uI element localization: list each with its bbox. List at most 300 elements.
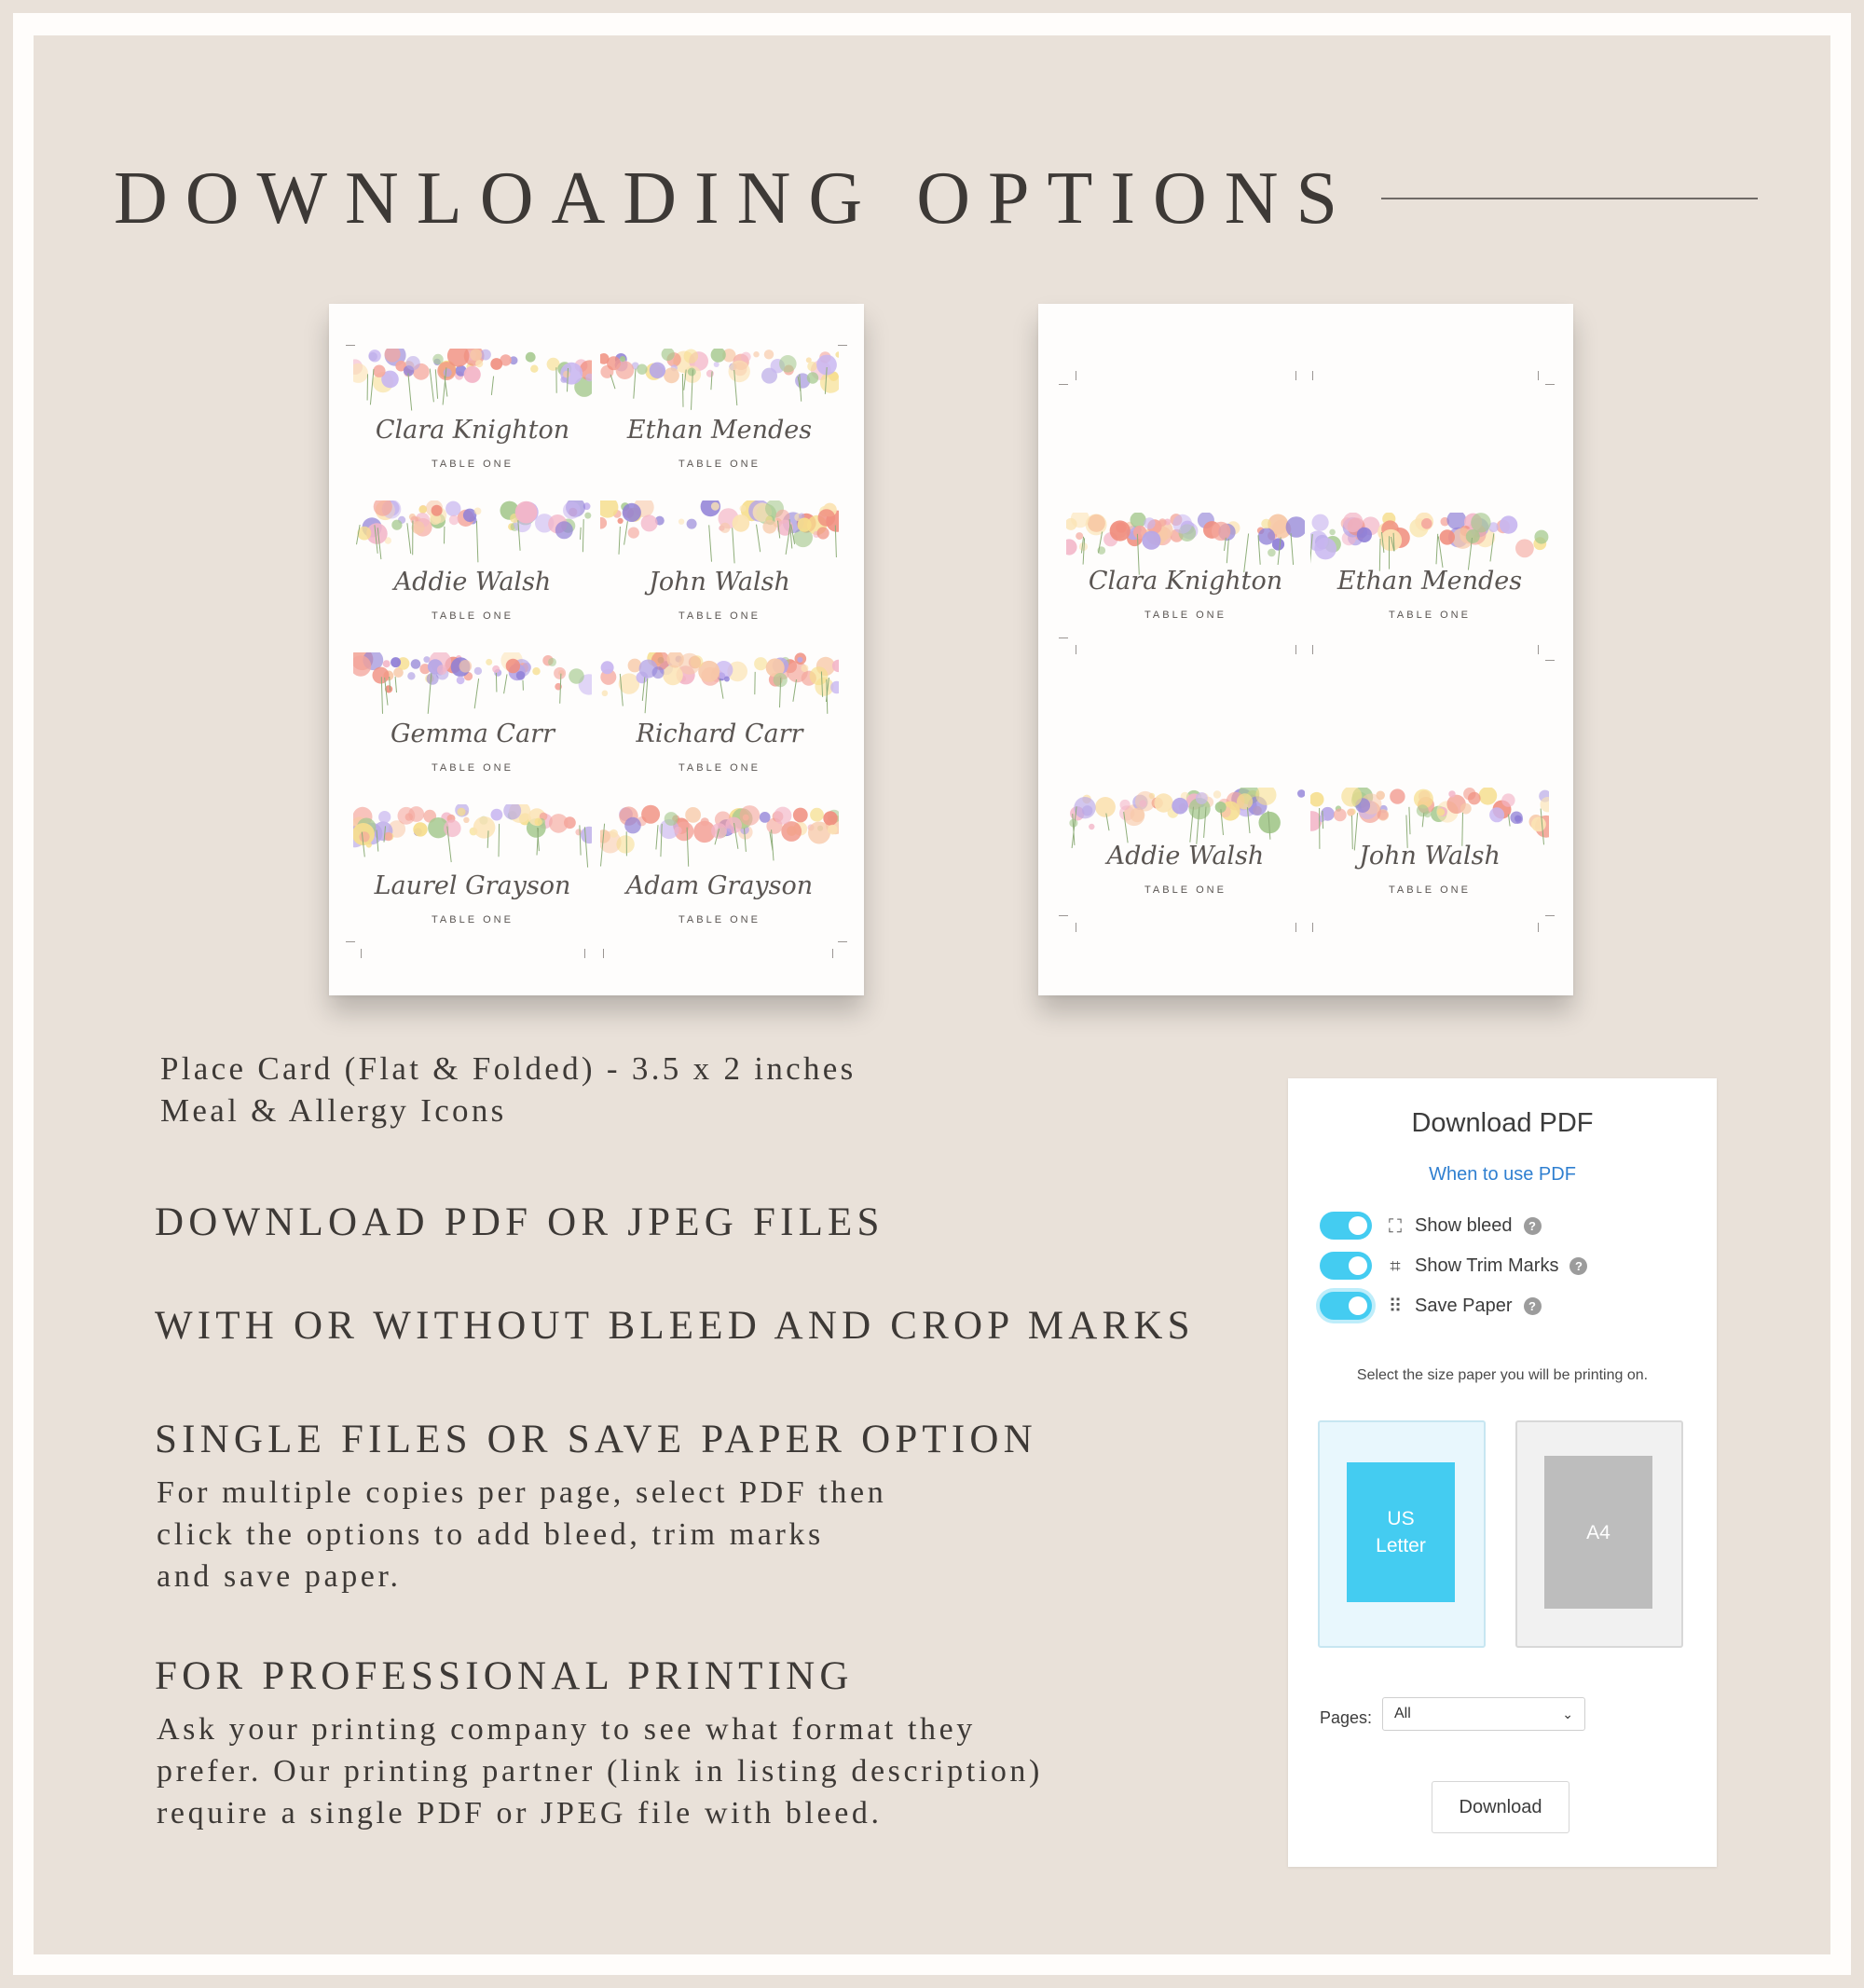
- flower-stem: [1509, 815, 1511, 827]
- flower-petal: [740, 505, 747, 512]
- flower-petal: [353, 363, 368, 383]
- flower-petal: [601, 661, 614, 674]
- flower-petal: [1510, 812, 1522, 824]
- flower-petal: [432, 505, 443, 516]
- flower-petal: [602, 691, 609, 697]
- flower-petal: [506, 659, 520, 673]
- card-table-label: TABLE ONE: [1389, 610, 1471, 621]
- flower-petal: [549, 814, 569, 833]
- flower-petal: [650, 363, 665, 378]
- place-card: [600, 349, 839, 490]
- flower-petal: [569, 668, 584, 684]
- flower-petal: [1172, 798, 1188, 815]
- flower-petal: [678, 653, 700, 675]
- crop-mark: [838, 941, 847, 942]
- flower-petal: [1421, 518, 1432, 529]
- card-guest-name: John Walsh: [1359, 842, 1501, 871]
- flower-petal: [532, 667, 540, 675]
- flower-petal: [678, 519, 684, 525]
- flower-petal: [491, 809, 503, 821]
- download-pdf-panel: [1288, 1078, 1717, 1867]
- flower-petal: [1158, 518, 1167, 527]
- crop-mark: [838, 345, 847, 346]
- flower-petal: [817, 527, 829, 539]
- place-card: [1066, 513, 1305, 654]
- flower-petal: [408, 806, 424, 822]
- flower-stem: [634, 369, 636, 399]
- flower-petal: [823, 811, 837, 825]
- paper-option-a4[interactable]: [1515, 1420, 1683, 1648]
- flower-petal: [391, 520, 402, 530]
- chevron-down-icon: ⌄: [1562, 1706, 1573, 1721]
- flower-stem: [496, 673, 497, 692]
- flower-stem: [407, 523, 411, 554]
- flower-stem: [435, 369, 437, 399]
- flower-stem: [491, 377, 493, 395]
- flower-petal: [779, 355, 797, 373]
- flower-stem: [610, 375, 615, 389]
- flower-petal: [620, 356, 625, 362]
- flower-stem: [709, 525, 712, 561]
- flower-petal: [1089, 824, 1094, 829]
- heading-professional-printing: FOR PROFESSIONAL PRINTING: [155, 1654, 854, 1698]
- flower-petal: [618, 518, 624, 524]
- card-guest-name: Laurel Grayson: [374, 871, 571, 900]
- flower-petal: [427, 673, 439, 685]
- flower-petal: [807, 372, 818, 383]
- flower-petal: [652, 666, 665, 679]
- pages-select-value: All: [1394, 1706, 1411, 1721]
- crop-mark: [1538, 645, 1539, 654]
- flower-stem: [430, 369, 433, 403]
- flower-petal: [530, 365, 538, 373]
- flower-petal: [457, 676, 465, 684]
- crop-mark: [1059, 915, 1068, 916]
- flower-petal: [1468, 792, 1481, 805]
- heading-bleed-marks: WITH OR WITHOUT BLEED AND CROP MARKS: [155, 1304, 1195, 1348]
- flower-petal: [1334, 809, 1347, 822]
- flower-petal: [473, 816, 496, 839]
- floral-border: [600, 500, 839, 566]
- flower-petal: [1154, 793, 1172, 812]
- show-bleed-toggle[interactable]: [1320, 1212, 1372, 1240]
- card-guest-name: Richard Carr: [636, 720, 803, 748]
- card-table-label: TABLE ONE: [1389, 884, 1471, 896]
- flower-petal: [526, 352, 536, 363]
- flower-stem: [1227, 539, 1228, 563]
- crop-mark: [361, 949, 362, 958]
- flower-petal: [637, 364, 647, 375]
- flower-petal: [616, 835, 634, 853]
- flower-stem: [757, 525, 761, 553]
- card-table-label: TABLE ONE: [1144, 610, 1227, 621]
- flower-petal: [407, 672, 415, 679]
- card-table-label: TABLE ONE: [432, 610, 514, 622]
- flower-petal: [548, 658, 556, 666]
- floral-border: [353, 500, 592, 566]
- flower-petal: [1213, 790, 1221, 798]
- floral-border: [353, 652, 592, 718]
- flower-petal: [711, 349, 726, 363]
- flower-petal: [486, 659, 492, 665]
- save-paper-toggle[interactable]: [1320, 1292, 1372, 1320]
- flower-petal: [535, 818, 542, 826]
- flower-petal: [600, 517, 607, 529]
- save-paper-line: and save paper.: [157, 1559, 402, 1594]
- flower-petal: [459, 660, 473, 673]
- heading-download-formats: DOWNLOAD PDF OR JPEG FILES: [155, 1200, 884, 1244]
- crop-mark: [1538, 371, 1539, 380]
- floral-border: [600, 349, 839, 414]
- flower-petal: [762, 520, 776, 534]
- flower-petal: [641, 514, 658, 531]
- flower-petal: [774, 807, 791, 825]
- flower-petal: [515, 501, 538, 524]
- flower-petal: [366, 842, 372, 847]
- flower-petal: [418, 505, 427, 514]
- help-icon[interactable]: ?: [1569, 1257, 1587, 1275]
- flower-stem: [476, 521, 478, 562]
- crop-mark: [1312, 923, 1313, 932]
- flower-petal: [1237, 793, 1253, 809]
- flower-petal: [714, 362, 720, 367]
- card-guest-name: Adam Grayson: [625, 871, 814, 900]
- place-card: [600, 652, 839, 794]
- flower-petal: [610, 829, 618, 838]
- flower-petal: [1268, 549, 1276, 557]
- flower-petal: [423, 656, 430, 663]
- flower-petal: [1347, 809, 1354, 816]
- flower-petal: [444, 368, 452, 377]
- flower-petal: [1079, 542, 1088, 551]
- flower-petal: [1479, 788, 1498, 805]
- flower-petal: [1329, 529, 1336, 536]
- flower-stem: [1436, 534, 1438, 565]
- flower-petal: [1261, 519, 1271, 529]
- crop-mark: [1312, 645, 1313, 654]
- flower-petal: [801, 665, 808, 672]
- flower-stem: [619, 527, 620, 555]
- flower-stem: [624, 521, 628, 544]
- flower-petal: [1095, 797, 1116, 817]
- flower-petal: [1314, 538, 1336, 560]
- when-to-use-pdf-link[interactable]: When to use PDF: [1429, 1164, 1576, 1185]
- a4-label: A4: [1544, 1456, 1652, 1609]
- crop-mark: [1312, 371, 1313, 380]
- crop-mark: [1295, 923, 1296, 932]
- flower-petal: [1074, 797, 1095, 818]
- card-table-label: TABLE ONE: [432, 914, 514, 925]
- flower-petal: [808, 822, 830, 844]
- floral-border: [600, 652, 839, 718]
- flower-petal: [687, 519, 697, 529]
- place-card: [600, 500, 839, 642]
- flower-petal: [474, 508, 482, 515]
- crop-mark: [584, 949, 585, 958]
- flower-petal: [470, 349, 482, 361]
- place-card: [353, 349, 592, 490]
- crop-mark: [1295, 645, 1296, 654]
- flower-petal: [516, 671, 526, 680]
- place-card: [1310, 788, 1549, 929]
- professional-line: Ask your printing company to see what format they: [157, 1712, 976, 1747]
- flower-petal: [754, 657, 767, 670]
- flower-stem: [504, 674, 507, 693]
- flower-petal: [563, 501, 581, 519]
- flower-petal: [1390, 788, 1405, 803]
- flower-petal: [1116, 522, 1126, 532]
- flower-petal: [445, 501, 460, 516]
- flower-stem: [370, 369, 374, 404]
- crop-mark: [1295, 371, 1296, 380]
- card-guest-name: Gemma Carr: [390, 720, 555, 748]
- flower-petal: [1466, 529, 1480, 543]
- flower-petal: [810, 666, 829, 685]
- flower-petal: [474, 667, 482, 675]
- download-button[interactable]: Download: [1432, 1781, 1569, 1833]
- flower-petal: [1258, 528, 1275, 544]
- flower-petal: [437, 665, 447, 675]
- card-guest-name: John Walsh: [649, 568, 790, 596]
- flower-petal: [616, 361, 635, 379]
- place-card: [353, 500, 592, 642]
- flower-stem: [474, 679, 478, 708]
- floral-border: [600, 804, 839, 870]
- flower-petal: [600, 365, 613, 378]
- paper-size-hint: Select the size paper you will be printing on.: [1356, 1367, 1649, 1383]
- flower-petal: [490, 358, 502, 370]
- flower-petal: [684, 350, 698, 363]
- flower-petal: [1212, 522, 1230, 541]
- flower-petal: [1139, 800, 1146, 807]
- place-card: [1066, 788, 1305, 929]
- flower-petal: [1142, 531, 1160, 550]
- flower-petal: [1437, 808, 1445, 816]
- flower-petal: [1501, 793, 1514, 806]
- page-title: DOWNLOADING OPTIONS: [114, 158, 1356, 240]
- bleed-icon: ⛶: [1389, 1214, 1402, 1237]
- us-letter-label: US Letter: [1347, 1462, 1455, 1602]
- flower-stem: [408, 373, 412, 410]
- pages-label: Pages:: [1320, 1708, 1373, 1727]
- flower-petal: [753, 351, 759, 357]
- flower-petal: [664, 367, 679, 383]
- card-table-label: TABLE ONE: [432, 459, 514, 470]
- panel-title: Download PDF: [1411, 1108, 1594, 1138]
- option-show-bleed: [1320, 1209, 1542, 1242]
- preview-sheet-save-paper: [1038, 304, 1573, 995]
- flower-petal: [1515, 539, 1534, 557]
- flower-petal: [444, 820, 461, 838]
- flower-stem: [582, 519, 583, 552]
- flower-petal: [555, 521, 573, 539]
- flower-petal: [554, 667, 566, 679]
- save-paper-line: click the options to add bleed, trim marks: [157, 1517, 824, 1552]
- crop-mark: [1538, 923, 1539, 932]
- flower-petal: [665, 812, 678, 826]
- crop-mark: [1545, 660, 1555, 661]
- flower-petal: [1500, 515, 1517, 533]
- card-table-label: TABLE ONE: [678, 610, 761, 622]
- spec-icons: Meal & Allergy Icons: [160, 1092, 507, 1129]
- flower-petal: [584, 513, 591, 519]
- flower-petal: [688, 368, 696, 377]
- flower-stem: [656, 825, 658, 849]
- flower-petal: [458, 808, 466, 816]
- flower-petal: [685, 807, 701, 823]
- flower-petal: [674, 827, 681, 834]
- flower-petal: [463, 817, 469, 823]
- flower-petal: [807, 362, 816, 371]
- crop-mark: [1545, 384, 1555, 385]
- flower-petal: [373, 365, 385, 377]
- flower-petal: [729, 361, 750, 382]
- flower-petal: [828, 825, 838, 835]
- help-icon[interactable]: ?: [1524, 1217, 1542, 1235]
- place-card: [1310, 513, 1549, 654]
- flower-stem: [645, 679, 648, 713]
- flower-stem: [720, 679, 723, 699]
- crop-mark: [346, 941, 355, 942]
- flower-petal: [563, 371, 570, 378]
- card-guest-name: Ethan Mendes: [626, 416, 813, 445]
- flower-petal: [760, 812, 771, 823]
- save-paper-line: For multiple copies per page, select PDF then: [157, 1475, 887, 1510]
- flower-petal: [798, 518, 812, 532]
- preview-sheet-flat: [329, 304, 864, 995]
- card-table-label: TABLE ONE: [432, 762, 514, 774]
- flower-petal: [1172, 514, 1192, 534]
- flower-petal: [741, 352, 751, 363]
- flower-petal: [391, 657, 401, 667]
- grid-icon: ⠿: [1388, 1295, 1403, 1317]
- flower-stem: [1291, 533, 1294, 565]
- show-trim-marks-label: Show Trim Marks: [1415, 1254, 1559, 1276]
- flower-stem: [682, 374, 683, 407]
- flower-petal: [1297, 789, 1305, 798]
- help-icon[interactable]: ?: [1524, 1297, 1542, 1315]
- flower-petal: [492, 665, 500, 673]
- flower-stem: [1409, 807, 1410, 834]
- flower-petal: [1144, 517, 1155, 528]
- flower-petal: [793, 808, 808, 823]
- flower-stem: [499, 824, 500, 857]
- card-table-label: TABLE ONE: [1144, 884, 1227, 896]
- option-show-trim-marks: [1320, 1249, 1587, 1282]
- flower-petal: [1310, 792, 1324, 807]
- flower-petal: [706, 370, 714, 377]
- crop-mark: [603, 949, 604, 958]
- flower-petal: [411, 659, 421, 669]
- place-card: [600, 804, 839, 946]
- flower-stem: [581, 528, 582, 540]
- paper-option-us-letter[interactable]: [1318, 1420, 1486, 1648]
- flower-petal: [1312, 514, 1329, 531]
- flower-stem: [395, 677, 396, 692]
- card-guest-name: Addie Walsh: [393, 568, 552, 596]
- flower-petal: [720, 523, 730, 533]
- professional-line: prefer. Our printing partner (link in listing description): [157, 1754, 1043, 1789]
- flower-petal: [522, 663, 531, 672]
- card-guest-name: Clara Knighton: [1088, 567, 1283, 596]
- flower-petal: [449, 515, 459, 526]
- flower-petal: [1448, 790, 1455, 797]
- crop-mark: [1059, 384, 1068, 385]
- flower-petal: [806, 357, 812, 363]
- flower-petal: [1120, 800, 1131, 810]
- flower-petal: [1440, 529, 1455, 544]
- flower-petal: [406, 356, 420, 370]
- flower-petal: [1196, 792, 1208, 804]
- flower-petal: [733, 514, 750, 532]
- pages-select[interactable]: [1382, 1697, 1585, 1731]
- card-guest-name: Addie Walsh: [1106, 842, 1265, 871]
- show-bleed-label: Show bleed: [1415, 1214, 1513, 1236]
- flower-petal: [818, 509, 836, 527]
- card-guest-name: Clara Knighton: [375, 416, 570, 445]
- card-guest-name: Ethan Mendes: [1336, 567, 1523, 596]
- flower-petal: [1417, 804, 1429, 816]
- show-trim-marks-toggle[interactable]: [1320, 1252, 1372, 1280]
- card-table-label: TABLE ONE: [678, 762, 761, 774]
- flower-petal: [1131, 513, 1146, 528]
- flower-petal: [641, 805, 660, 824]
- flower-petal: [624, 817, 641, 834]
- professional-line: require a single PDF or JPEG file with bleed.: [157, 1796, 883, 1830]
- flower-stem: [793, 679, 797, 702]
- heading-save-paper: SINGLE FILES OR SAVE PAPER OPTION: [155, 1418, 1037, 1461]
- flower-petal: [378, 811, 391, 823]
- flower-petal: [1378, 810, 1389, 820]
- flower-petal: [764, 350, 774, 359]
- flower-petal: [797, 657, 802, 663]
- flower-petal: [1460, 803, 1472, 815]
- card-table-label: TABLE ONE: [678, 459, 761, 470]
- flower-petal: [628, 528, 639, 539]
- spec-size: Place Card (Flat & Folded) - 3.5 x 2 inches: [160, 1050, 857, 1087]
- flower-stem: [733, 528, 734, 563]
- crop-mark: [832, 949, 833, 958]
- flower-petal: [373, 667, 390, 684]
- floral-border: [353, 349, 592, 414]
- flower-petal: [1531, 817, 1546, 832]
- flower-petal: [711, 502, 720, 511]
- flower-petal: [369, 352, 377, 361]
- save-paper-label: Save Paper: [1415, 1295, 1513, 1316]
- flower-petal: [1066, 539, 1077, 555]
- card-table-label: TABLE ONE: [678, 914, 761, 925]
- trim-marks-icon: ⌗: [1390, 1254, 1401, 1277]
- flower-petal: [464, 366, 481, 383]
- place-card: [353, 652, 592, 794]
- flower-petal: [810, 808, 824, 822]
- title-divider: [1381, 198, 1758, 199]
- crop-mark: [346, 345, 355, 346]
- flower-petal: [623, 503, 641, 522]
- flower-petal: [412, 521, 425, 534]
- flower-petal: [383, 660, 391, 667]
- flower-petal: [1076, 532, 1083, 540]
- flower-petal: [740, 805, 761, 826]
- floral-border: [353, 804, 592, 870]
- flower-petal: [413, 822, 427, 836]
- option-save-paper: [1320, 1289, 1542, 1323]
- flower-petal: [1534, 530, 1548, 544]
- flower-petal: [359, 831, 369, 842]
- flower-petal: [724, 677, 730, 682]
- flower-petal: [1489, 807, 1504, 822]
- place-card: [353, 804, 592, 946]
